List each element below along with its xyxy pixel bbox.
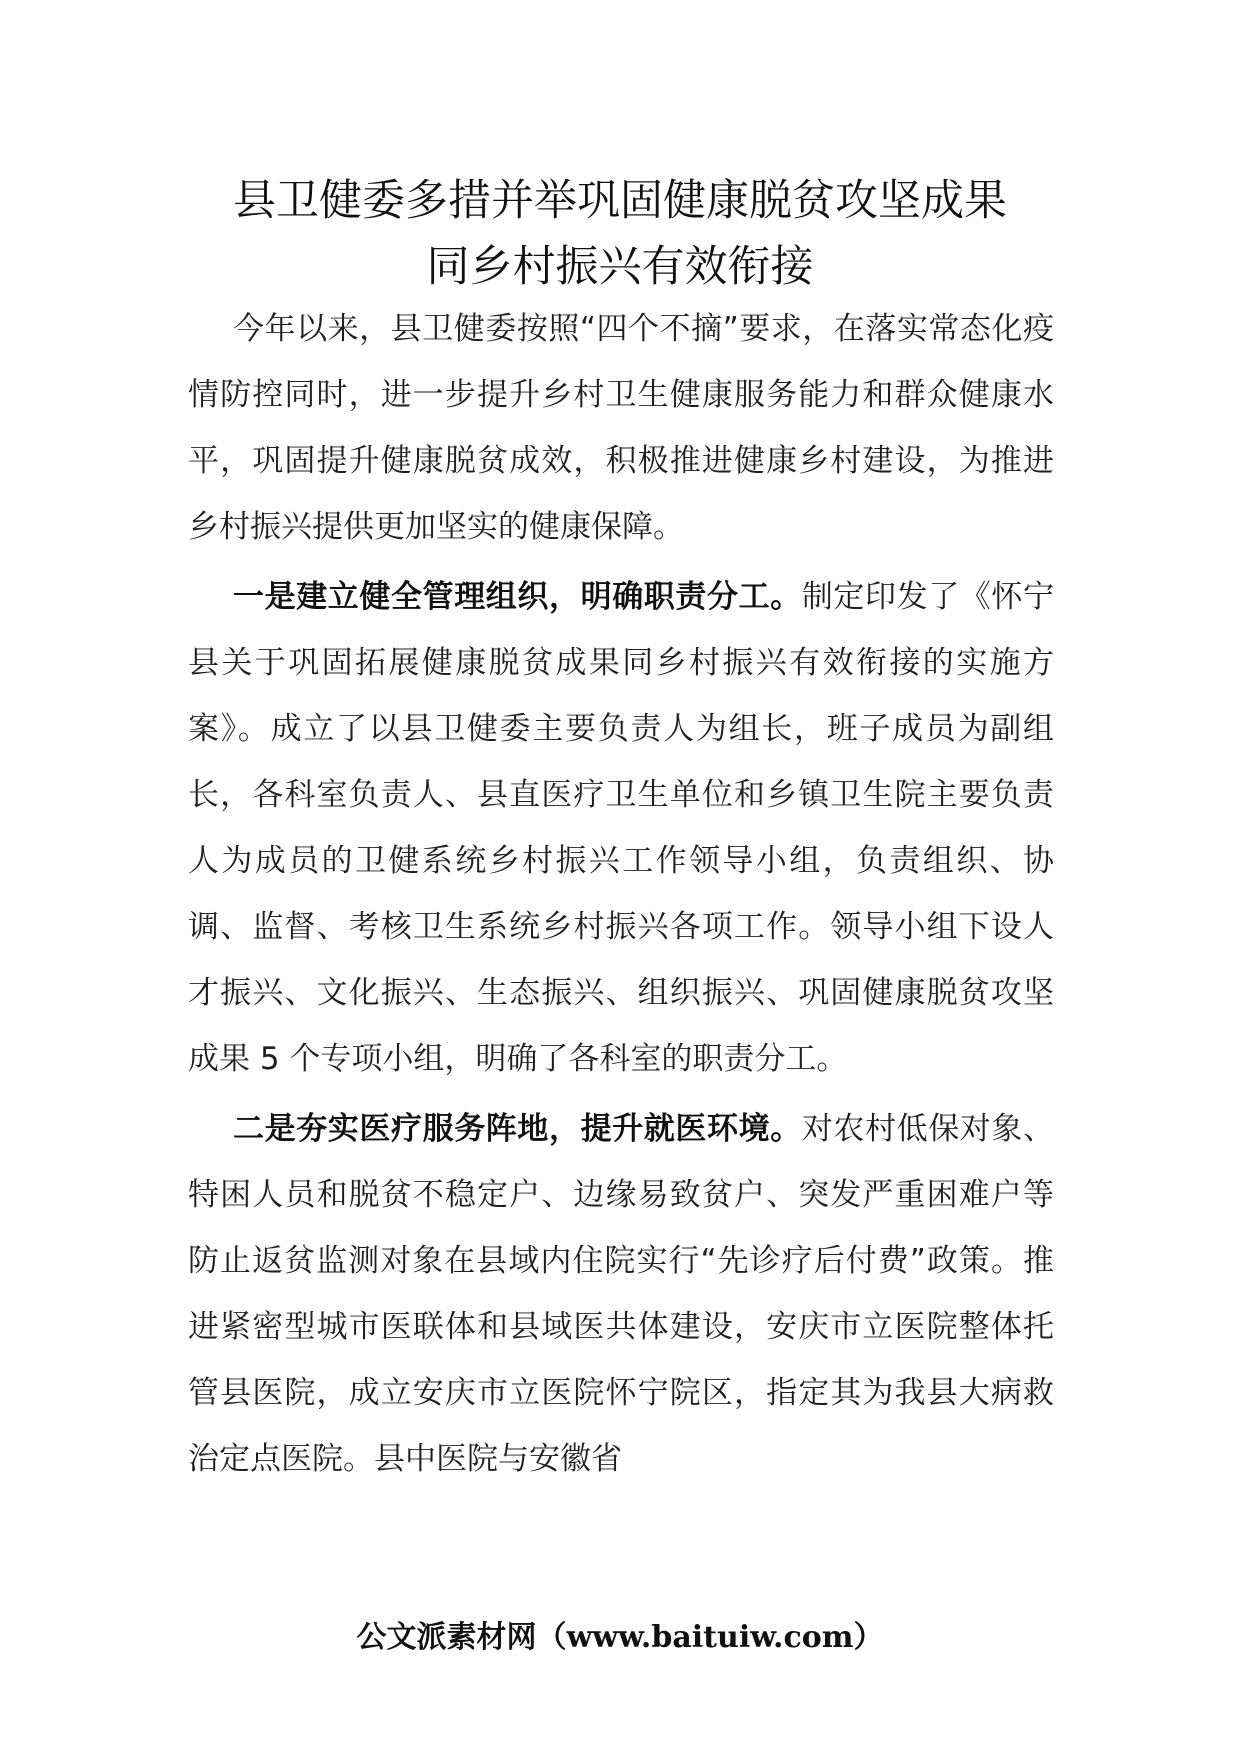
paragraph-intro	[188, 296, 1054, 560]
title-line-2: 同乡村振兴有效衔接	[426, 242, 814, 292]
paragraph-point-1	[188, 564, 1054, 1092]
document-body	[188, 296, 1054, 1496]
paragraph-text: 今年以来，县卫健委按照“四个不摘”要求，在落实常态化疫情防控同时，进一步提升乡村卫生健康服务能力和群众健康水平，巩固提升健康脱贫成效，积极推进健康乡村建设，为推进乡村振兴提供更加坚实的健康保障。	[188, 311, 1054, 545]
document-title	[150, 168, 1090, 300]
paragraph-lead: 二是夯实医疗服务阵地，提升就医环境。	[233, 1111, 802, 1147]
paragraph-text: 制定印发了《怀宁县关于巩固拓展健康脱贫成果同乡村振兴有效衔接的实施方案》。成立了以县卫健委主要负责人为组长，班子成员为副组长，各科室负责人、县直医疗卫生单位和乡镇卫生院主要负责人为成员的卫健系统乡村振兴工作领导小组，负责组织、协调、监督、考核卫生系统乡村振兴各项工作。领导小组下设人才振兴、文化振兴、生态振兴、组织振兴、巩固健康脱贫攻坚成果 5 个专项小组，明确了各科室的职责分工。	[188, 579, 1055, 1077]
paragraph-lead: 一是建立健全管理组织，明确职责分工。	[233, 579, 802, 615]
title-line-1: 县卫健委多措并举巩固健康脱贫攻坚成果	[233, 176, 1007, 226]
paragraph-point-2	[188, 1096, 1054, 1492]
footer-source: 公文派素材网（www.baituiw.com）	[356, 1620, 884, 1655]
paragraph-text: 对农村低保对象、特困人员和脱贫不稳定户、边缘易致贫户、突发严重困难户等防止返贫监测对象在县域内住院实行“先诊疗后付费”政策。推进紧密型城市医联体和县域医共体建设，安庆市立医院整体托管县医院，成立安庆市立医院怀宁院区，指定其为我县大病救治定点医院。县中医院与安徽省	[188, 1111, 1055, 1477]
